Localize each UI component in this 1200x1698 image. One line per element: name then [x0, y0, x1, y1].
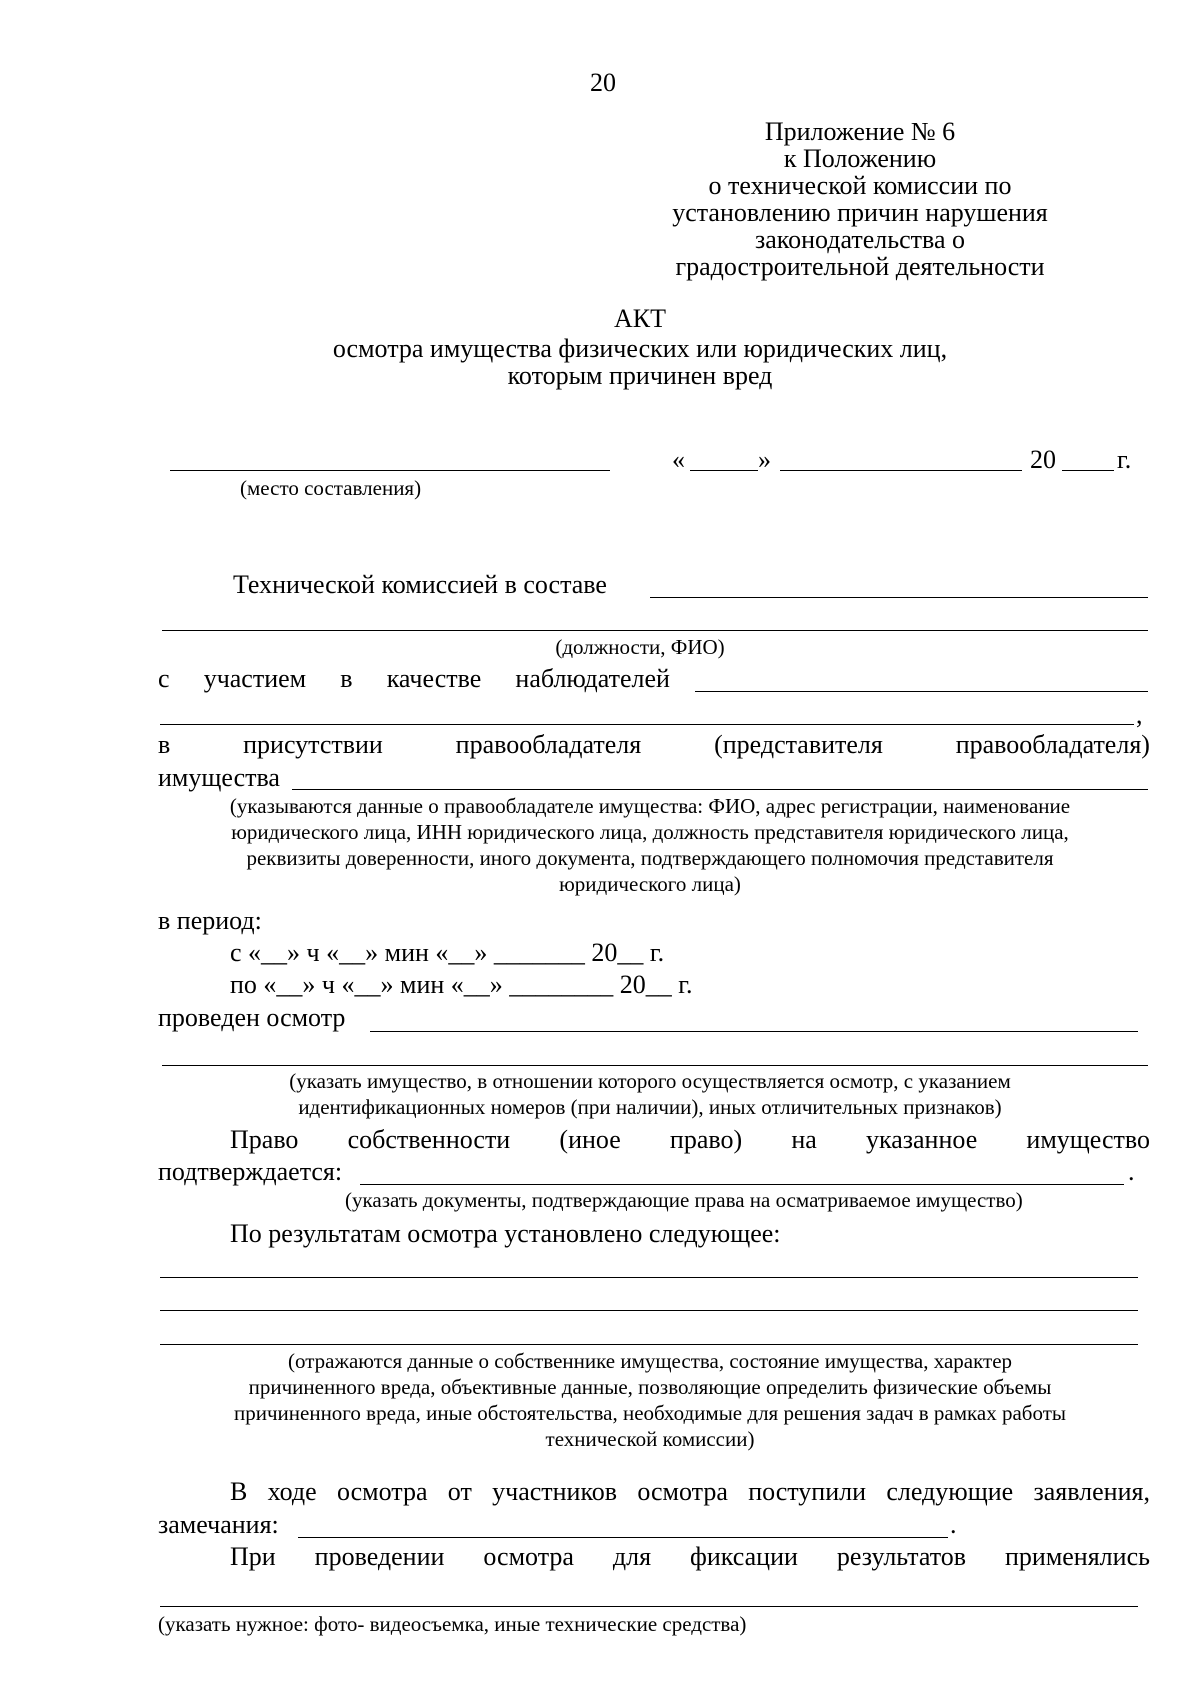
- ownership-caption: (указать документы, подтверждающие права на осматриваемое имущество): [345, 1188, 1023, 1212]
- presence-word: правообладателя): [955, 730, 1150, 759]
- date-quote-open: «: [672, 445, 685, 474]
- period-label: в период:: [158, 906, 262, 935]
- date-month-field[interactable]: [780, 470, 1022, 471]
- observers-word: качестве: [386, 664, 482, 693]
- act-subtitle-2: которым причинен вред: [507, 361, 773, 390]
- act-title: АКТ: [614, 304, 666, 333]
- results-caption: [140, 1348, 1160, 1452]
- ownership-line: [230, 1125, 1150, 1155]
- fixation-field[interactable]: [160, 1606, 1138, 1607]
- owner-caption-line-3: реквизиты доверенности, иного документа, подтверждающего полномочия представителя: [246, 846, 1054, 870]
- statements-line: [230, 1477, 1150, 1507]
- statements-word: участников: [492, 1477, 618, 1506]
- statements-word: от: [447, 1477, 472, 1506]
- remarks-period: .: [950, 1510, 957, 1539]
- observers-word: в: [340, 664, 353, 693]
- date-year-prefix: 20: [1030, 445, 1056, 474]
- fixation-word: применялись: [1004, 1542, 1150, 1571]
- ownership-period: .: [1128, 1157, 1135, 1186]
- presence-word: присутствии: [243, 730, 383, 759]
- presence-word: в: [158, 730, 171, 759]
- appendix-line-4: установлению причин нарушения: [672, 198, 1048, 227]
- inspection-field-2[interactable]: [162, 1065, 1148, 1066]
- appendix-line-2: к Положению: [783, 144, 937, 173]
- appendix-line-3: о технической комиссии по: [708, 171, 1012, 200]
- inspection-caption-line-2: идентификационных номеров (при наличии), иных отличительных признаков): [298, 1095, 1002, 1119]
- results-caption-line-4: технической комиссии): [545, 1427, 755, 1451]
- statements-word: поступили: [748, 1477, 867, 1506]
- inspection-label: проведен осмотр: [158, 1003, 346, 1032]
- observers-word: участием: [203, 664, 307, 693]
- ownership-word: на: [791, 1125, 817, 1154]
- ownership-field[interactable]: [360, 1184, 1124, 1185]
- date-quote-close: »: [758, 445, 771, 474]
- fixation-caption: (указать нужное: фото- видеосъемка, иные технические средства): [158, 1612, 747, 1636]
- period-to[interactable]: по «__» ч «__» мин «__» ________ 20__ г.: [230, 970, 693, 999]
- observers-line: [158, 664, 670, 694]
- results-caption-line-2: причиненного вреда, объективные данные, позволяющие определить физические объемы: [248, 1375, 1052, 1399]
- ownership-word: Право: [230, 1125, 299, 1154]
- observers-comma: ,: [1136, 700, 1143, 729]
- statements-word: следующие: [886, 1477, 1014, 1506]
- statements-word: осмотра: [637, 1477, 728, 1506]
- act-subtitle-1: осмотра имущества физических или юридических лиц,: [332, 334, 948, 363]
- statements-word: осмотра: [336, 1477, 428, 1506]
- date-day-field[interactable]: [690, 470, 758, 471]
- owner-field[interactable]: [292, 789, 1148, 790]
- remarks-label: замечания:: [158, 1510, 279, 1539]
- presence-word: правообладателя: [455, 730, 642, 759]
- results-caption-line-1: (отражаются данные о собственнике имущества, состояние имущества, характер: [287, 1349, 1013, 1373]
- ownership-word: указанное: [865, 1125, 978, 1154]
- fixation-word: фиксации: [690, 1542, 798, 1571]
- presence-word: (представителя: [714, 730, 883, 759]
- presence-property-label: имущества: [158, 763, 280, 792]
- ownership-word: право): [669, 1125, 743, 1154]
- period-from[interactable]: с «__» ч «__» мин «__» _______ 20__ г.: [230, 938, 665, 967]
- commission-lead: Технической комиссией в составе: [233, 570, 607, 599]
- fixation-word: проведении: [314, 1542, 445, 1571]
- results-field-3[interactable]: [160, 1344, 1138, 1345]
- ownership-word: имущество: [1026, 1125, 1150, 1154]
- fixation-word: результатов: [836, 1542, 967, 1571]
- place-caption: (место составления): [240, 476, 422, 500]
- commission-field-2[interactable]: [162, 630, 1148, 631]
- results-field-2[interactable]: [160, 1310, 1138, 1311]
- date-year-suffix: г.: [1117, 445, 1132, 474]
- owner-caption: [140, 793, 1160, 897]
- results-label: По результатам осмотра установлено следующее:: [230, 1219, 781, 1248]
- statements-word: ходе: [267, 1477, 317, 1506]
- observers-field-2[interactable]: [160, 724, 1134, 725]
- commission-caption: (должности, ФИО): [555, 635, 725, 659]
- results-caption-line-3: причиненного вреда, иные обстоятельства, необходимые для решения задач в рамках работы: [234, 1401, 1066, 1425]
- date-year-field[interactable]: [1062, 470, 1114, 471]
- inspection-caption: [140, 1068, 1160, 1120]
- remarks-field[interactable]: [298, 1537, 948, 1538]
- owner-caption-line-1: (указываются данные о правообладателе имущества: ФИО, адрес регистрации, наименование: [229, 794, 1071, 818]
- commission-field-1[interactable]: [650, 597, 1148, 598]
- ownership-word: (иное: [559, 1125, 621, 1154]
- fixation-word: для: [612, 1542, 652, 1571]
- fixation-word: осмотра: [483, 1542, 574, 1571]
- appendix-line-6: градостроительной деятельности: [675, 252, 1045, 281]
- statements-word: В: [230, 1477, 248, 1506]
- place-field[interactable]: [170, 470, 610, 471]
- owner-caption-line-2: юридического лица, ИНН юридического лица, должность представителя юридического лица,: [231, 820, 1069, 844]
- results-field-1[interactable]: [160, 1277, 1138, 1278]
- ownership-word: собственности: [347, 1125, 511, 1154]
- ownership-confirmed-label: подтверждается:: [158, 1157, 343, 1186]
- presence-line: [158, 730, 1150, 760]
- owner-caption-line-4: юридического лица): [559, 872, 741, 896]
- observers-word: с: [158, 664, 170, 693]
- fixation-word: При: [230, 1542, 276, 1571]
- fixation-line: [230, 1542, 1150, 1572]
- appendix-line-1: Приложение № 6: [764, 117, 956, 146]
- observers-word: наблюдателей: [515, 664, 670, 693]
- observers-field-1[interactable]: [695, 691, 1148, 692]
- appendix-block: [640, 118, 1080, 280]
- page-number: 20: [590, 68, 616, 97]
- appendix-line-5: законодательства о: [755, 225, 965, 254]
- inspection-field-1[interactable]: [370, 1031, 1138, 1032]
- inspection-caption-line-1: (указать имущество, в отношении которого осуществляется осмотр, с указанием: [289, 1069, 1011, 1093]
- statements-word: заявления,: [1033, 1477, 1150, 1506]
